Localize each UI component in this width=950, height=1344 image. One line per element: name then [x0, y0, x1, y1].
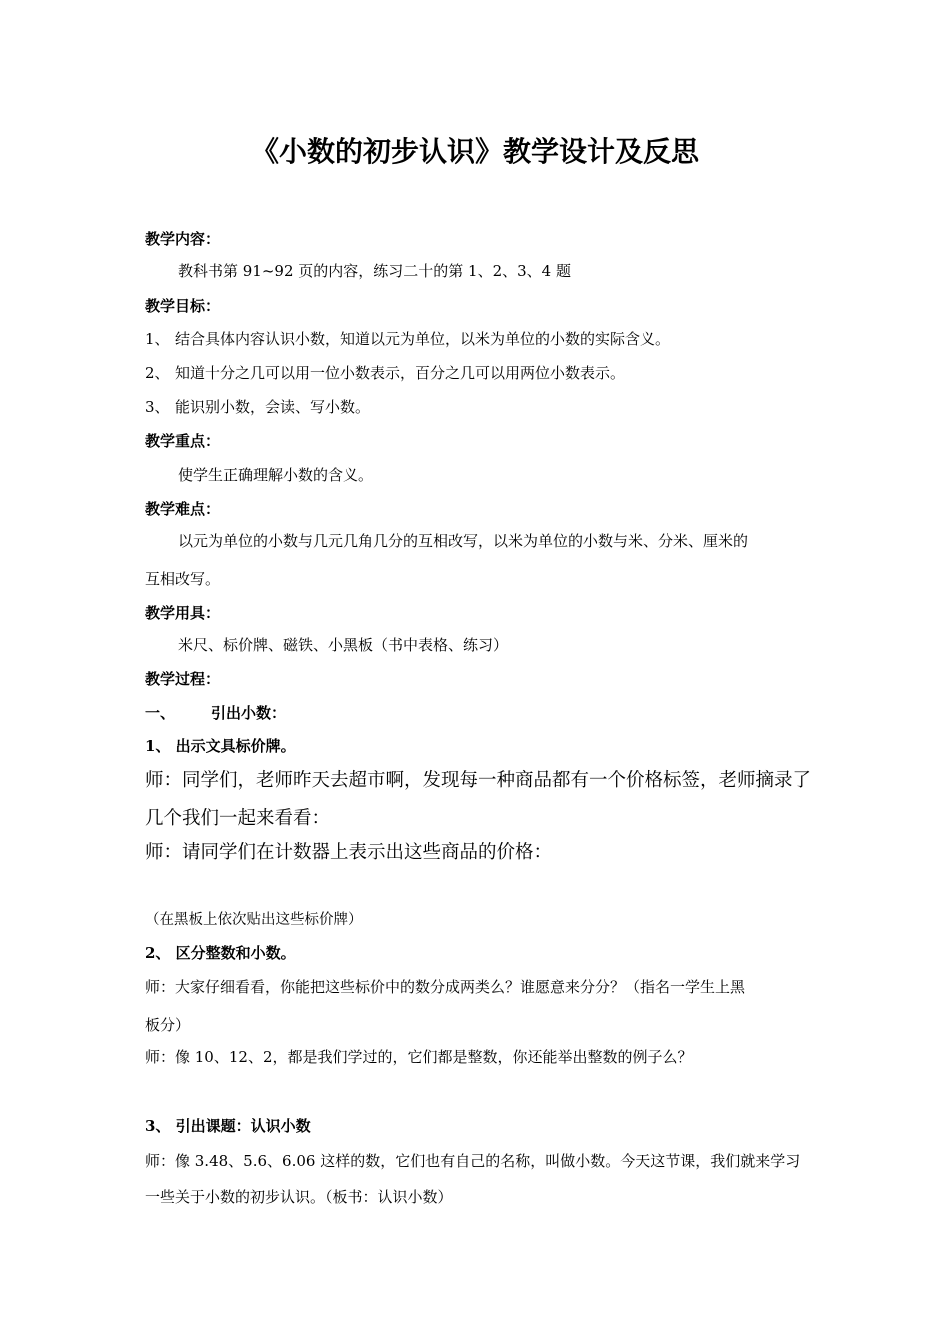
goal-number: 1、 [145, 330, 170, 348]
section-number: 一、 [145, 704, 176, 722]
difficulty-text-line2: 互相改写。 [145, 570, 221, 588]
teacher-line-3a: 师：大家仔细看看，你能把这些标价中的数分成两类么？谁愿意来分分？（指名一学生上黑 [145, 978, 746, 996]
goal-number: 3、 [145, 398, 170, 416]
blackboard-note: （在黑板上依次贴出这些标价牌） [145, 912, 363, 928]
teacher-line-4: 师：像 10、12、2，都是我们学过的，它们都是整数，你还能举出整数的例子么？ [145, 1048, 693, 1066]
document-title: 《小数的初步认识》教学设计及反思 [250, 135, 699, 168]
teacher-line-5a: 师：像 3.48、5.6、6.06 这样的数，它们也有自己的名称，叫做小数。今天这节课，我们就来学习 [145, 1152, 801, 1170]
content-heading: 教学内容： [145, 230, 221, 248]
goal-item-1 [145, 328, 670, 349]
step-3-heading: 3、 引出课题：认识小数 [145, 1117, 311, 1135]
difficulty-heading: 教学难点： [145, 500, 221, 518]
teacher-line-3b: 板分） [145, 1016, 191, 1034]
goal-text: 结合具体内容认识小数，知道以元为单位，以米为单位的小数的实际含义。 [175, 330, 671, 348]
teacher-line-5b: 一些关于小数的初步认识。（板书：认识小数） [145, 1188, 453, 1206]
key-heading: 教学重点： [145, 432, 221, 450]
goal-item-2 [145, 362, 625, 383]
goal-item-3 [145, 396, 370, 417]
section-1-heading [145, 702, 286, 723]
key-text: 使学生正确理解小数的含义。 [178, 466, 374, 484]
content-text: 教科书第 91~92 页的内容，练习二十的第 1、2、3、4 题 [178, 262, 571, 280]
section-title: 引出小数： [211, 704, 287, 722]
tools-text: 米尺、标价牌、磁铁、小黑板（书中表格、练习） [178, 636, 509, 654]
teacher-line-1b: 几个我们一起来看看： [145, 808, 331, 829]
goal-text: 能识别小数，会读、写小数。 [175, 398, 371, 416]
tools-heading: 教学用具： [145, 604, 221, 622]
difficulty-text-line1: 以元为单位的小数与几元几角几分的互相改写，以米为单位的小数与米、分米、厘米的 [178, 532, 749, 550]
goals-heading: 教学目标： [145, 297, 221, 315]
goal-text: 知道十分之几可以用一位小数表示，百分之几可以用两位小数表示。 [175, 364, 626, 382]
step-2-heading: 2、 区分整数和小数。 [145, 944, 296, 962]
teacher-line-1a: 师：同学们，老师昨天去超市啊，发现每一种商品都有一个价格标签，老师摘录了 [145, 770, 812, 791]
goal-number: 2、 [145, 364, 170, 382]
step-1-heading: 1、 出示文具标价牌。 [145, 737, 296, 755]
teacher-line-2: 师：请同学们在计数器上表示出这些商品的价格： [145, 842, 553, 863]
process-heading: 教学过程： [145, 670, 221, 688]
